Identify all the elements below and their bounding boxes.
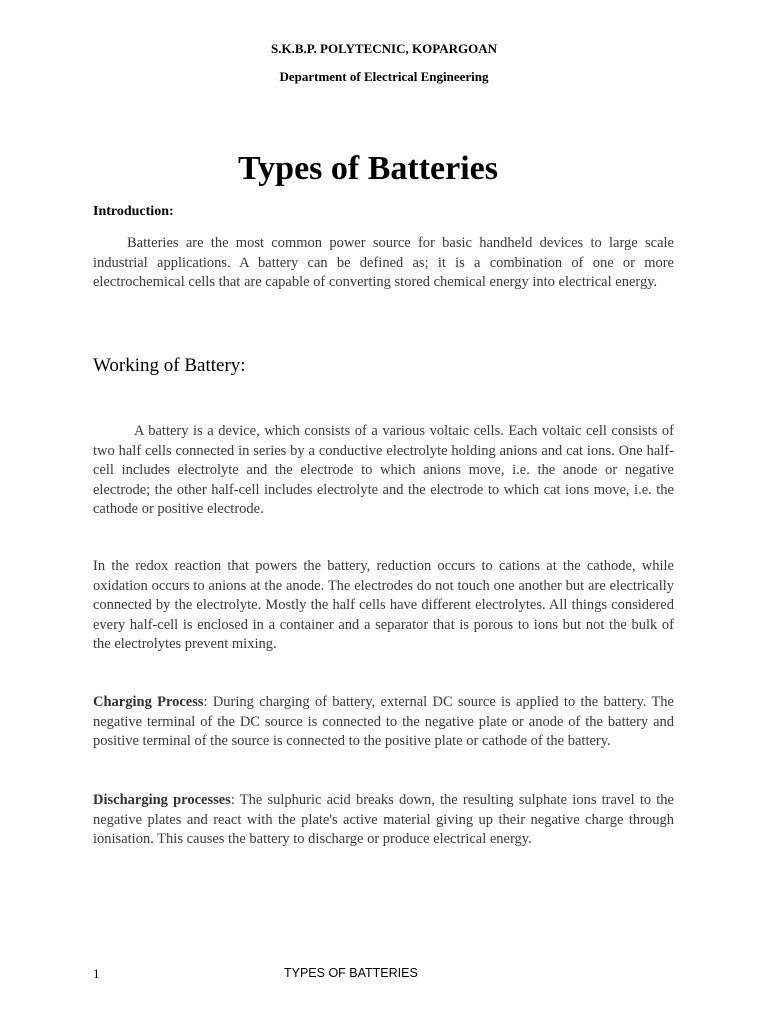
charging-lead: Charging Process [93,694,204,710]
institution-name: S.K.B.P. POLYTECNIC, KOPARGOAN [271,41,497,56]
working-paragraph-1: A battery is a device, which consists of a various voltaic cells. Each voltaic cell consists of two half cells connected in series by a conductive electrolyte holding anions and cat ions. One half-cell includes electrolyte and the electrode to which anions move, i.e. the anode or negative electrode; the other half-cell includes electrolyte and the electrode to which cat ions move, i.e. the cathode or positive electrode. [93,423,674,517]
footer-page-number: 1 [93,966,100,981]
introduction-paragraph: Batteries are the most common power source for basic handheld devices to large scale industrial applications. A battery can be defined as; it is a combination of one or more electrochemical cells that are capable of converting stored chemical energy into electrical energy. [93,235,674,290]
discharging-paragraph [93,791,674,850]
working-heading: Working of Battery: [93,355,246,376]
document-title: Types of Batteries [238,150,498,187]
introduction-heading: Introduction: [93,204,174,219]
working-paragraph-2: In the redox reaction that powers the battery, reduction occurs to cations at the cathode, while oxidation occurs to anions at the anode. The electrodes do not touch one another but are electrically connected by the electrolyte. Mostly the half cells have different electrolytes. All things considered every half-cell is enclosed in a container and a separator that is porous to ions but not the bulk of the electrolytes prevent mixing. [93,558,674,652]
discharging-lead: Discharging processes [93,792,231,808]
charging-paragraph [93,693,674,752]
footer-title: TYPES OF BATTERIES [284,966,418,980]
charging-text: : During charging of battery, external DC source is applied to the battery. The negative terminal of the DC source is connected to the negative plate or anode of the battery and positive terminal of the source is connected to the positive plate or cathode of the battery. [93,694,674,749]
discharging-text: : The sulphuric acid breaks down, the resulting sulphate ions travel to the negative plates and react with the plate's active material giving up their negative charge through ionisation. This causes the battery to discharge or produce electrical energy. [93,792,674,847]
department-name: Department of Electrical Engineering [279,69,489,84]
